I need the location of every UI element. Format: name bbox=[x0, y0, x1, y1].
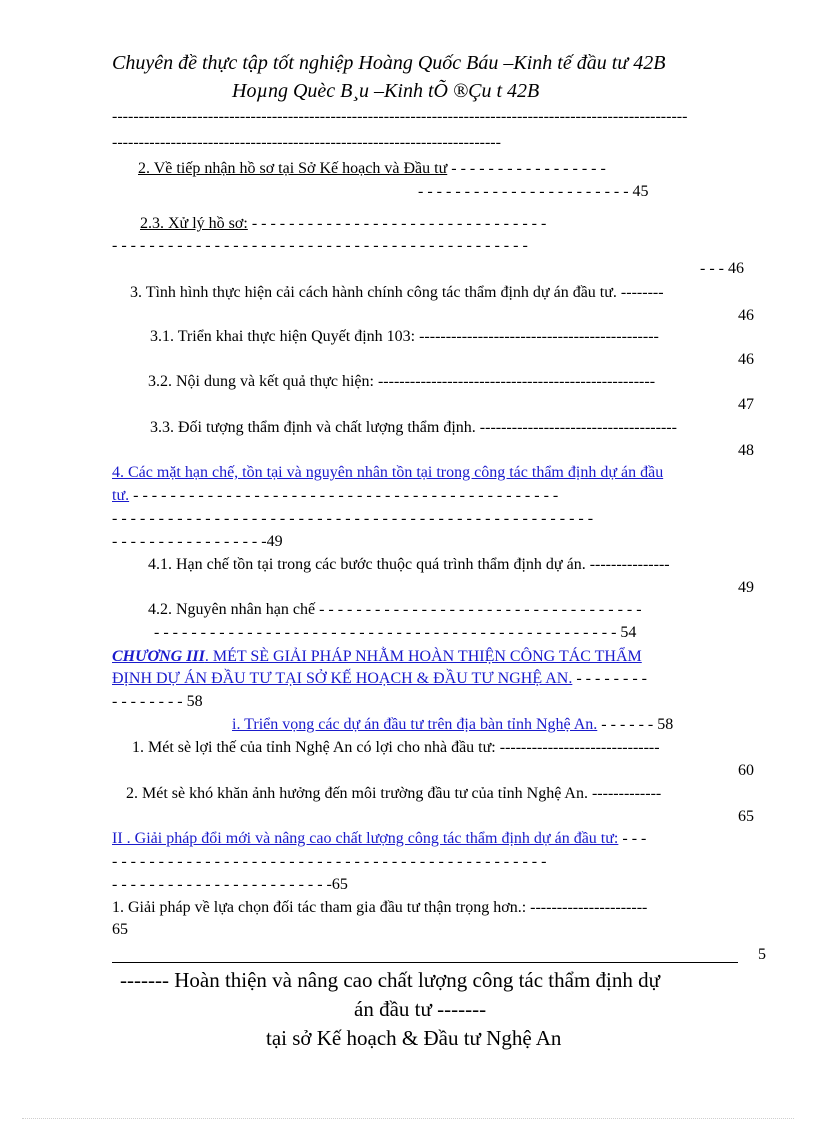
toc-chapter-3-line2[interactable] bbox=[112, 670, 647, 688]
toc-item-4-dots2: - - - - - - - - - - - - - - - - - - - - - - - - - - - - - - - - - - - - - - - - - - - - - - - - - - - - bbox=[112, 510, 594, 527]
toc-chapter-3[interactable] bbox=[112, 648, 642, 666]
toc-item-4-line2[interactable] bbox=[112, 487, 558, 505]
toc-item-II-dots: - - - bbox=[622, 830, 647, 847]
toc-item-4-1[interactable]: 4.1. Hạn chế tồn tại trong các bước thuộc quá trình thẩm định dự án. --------------- bbox=[148, 556, 670, 573]
toc-item-2-difficulties[interactable]: 2. Mét sè khó khăn ảnh hưởng đến môi trường đầu tư của tỉnh Nghệ An. ------------- bbox=[126, 785, 662, 802]
toc-item-4-2-cont: - - - - - - - - - - - - - - - - - - - - - - - - - - - - - - - - - - - - - - - - - - - - - - - - - - 54 bbox=[154, 624, 637, 641]
toc-item-3[interactable]: 3. Tình hình thực hiện cải cách hành chính công tác thẩm định dự án đầu tư. -------- bbox=[130, 284, 664, 301]
toc-item-3-2[interactable]: 3.2. Nội dung và kết quả thực hiện: ---------------------------------------------------- bbox=[148, 373, 656, 390]
toc-item-4-dots1: - - - - - - - - - - - - - - - - - - - - - - - - - - - - - - - - - - - - - - - - - - - - - - bbox=[133, 487, 559, 504]
toc-item-3-3-page: 48 bbox=[738, 442, 754, 459]
toc-item-2-2-dots: - - - - - - - - - - - - - - - - - bbox=[451, 160, 606, 177]
toc-item-2-2-cont: - - - - - - - - - - - - - - - - - - - - - - - 45 bbox=[418, 183, 649, 200]
toc-item-i-title[interactable]: i. Triển vọng các dự án đầu tư trên địa bàn tỉnh Nghệ An. bbox=[232, 716, 598, 733]
toc-chapter-3-title2[interactable]: ĐỊNH DỰ ÁN ĐẦU TƯ TẠI SỞ KẾ HOẠCH & ĐẦU TƯ NGHỆ AN. bbox=[112, 670, 573, 687]
toc-chapter-3-title[interactable]: . MÉT SÈ GIẢI PHÁP NHẰM HOÀN THIỆN CÔNG TÁC THẨM bbox=[204, 648, 642, 665]
footer-line-3: tại sở Kế hoạch & Đầu tư Nghệ An bbox=[266, 1026, 562, 1050]
toc-item-1-advantages-page: 60 bbox=[738, 762, 754, 779]
toc-item-3-1[interactable]: 3.1. Triển khai thực hiện Quyết định 103: --------------------------------------------- bbox=[150, 328, 659, 345]
header-line-1: Chuyên đề thực tập tốt nghiệp Hoàng Quốc Báu –Kinh tế đầu tư 42B bbox=[112, 52, 666, 74]
toc-item-1-advantages[interactable]: 1. Mét sè lợi thế của tỉnh Nghệ An có lợi cho nhà đầu tư: ------------------------------ bbox=[132, 739, 660, 756]
toc-item-2-3[interactable] bbox=[140, 215, 546, 233]
page-bottom-border bbox=[22, 1118, 794, 1119]
toc-item-2-3-dots: - - - - - - - - - - - - - - - - - - - - - - - - - - - - - - - - bbox=[251, 215, 547, 232]
toc-item-4-title2[interactable]: tư. bbox=[112, 487, 130, 504]
toc-item-II-cont1: - - - - - - - - - - - - - - - - - - - - - - - - - - - - - - - - - - - - - - - - - - - - - - - bbox=[112, 853, 547, 870]
toc-item-II-title[interactable]: II . Giải pháp đổi mới và nâng cao chất lượng công tác thẩm định dự án đầu tư: bbox=[112, 830, 619, 847]
toc-item-2-3-title[interactable]: 2.3. Xử lý hồ sơ: bbox=[140, 215, 248, 232]
toc-item-2-2[interactable] bbox=[138, 160, 606, 178]
separator-line-1: ------------------------------------------------------------------------------------------------------------ bbox=[112, 108, 688, 125]
toc-item-4-1-page: 49 bbox=[738, 579, 754, 596]
toc-item-3-page: 46 bbox=[738, 307, 754, 324]
footer-divider bbox=[112, 962, 738, 963]
toc-item-4-2-dots: - - - - - - - - - - - - - - - - - - - - - - - - - - - - - - - - - - - bbox=[319, 601, 642, 618]
toc-chapter-3-dots: - - - - - - - - bbox=[576, 670, 647, 687]
toc-item-4[interactable]: 4. Các mặt hạn chế, tồn tại và nguyên nhân tồn tại trong công tác thẩm định dự án đầu bbox=[112, 464, 664, 481]
toc-item-II-cont2: - - - - - - - - - - - - - - - - - - - - - - - -65 bbox=[112, 876, 348, 893]
toc-item-3-1-page: 46 bbox=[738, 351, 754, 368]
toc-chapter-3-cont2: - - - - - - - - 58 bbox=[112, 693, 203, 710]
toc-item-2-difficulties-page: 65 bbox=[738, 808, 754, 825]
toc-item-2-2-title[interactable]: 2. Về tiếp nhận hồ sơ tại Sở Kế hoạch và Đầu tư bbox=[138, 160, 448, 177]
toc-item-4-2-title[interactable]: 4.2. Nguyên nhân hạn chế bbox=[148, 601, 316, 618]
toc-item-i[interactable] bbox=[232, 716, 673, 734]
toc-item-4-2[interactable] bbox=[148, 601, 642, 619]
toc-item-II[interactable] bbox=[112, 830, 646, 848]
toc-item-i-dots: - - - - - - 58 bbox=[601, 716, 674, 733]
toc-item-3-2-page: 47 bbox=[738, 396, 754, 413]
separator-line-2: ------------------------------------------------------------------------- bbox=[112, 134, 501, 151]
header-line-2: Hoµng Quèc B¸u –Kinh tÕ ®Çu t 42B bbox=[232, 80, 540, 102]
toc-item-1-solution-page: 65 bbox=[112, 921, 128, 938]
toc-item-2-3-cont2: - - - 46 bbox=[700, 260, 744, 277]
toc-item-2-3-cont1: - - - - - - - - - - - - - - - - - - - - - - - - - - - - - - - - - - - - - - - - - - - - - bbox=[112, 237, 528, 254]
toc-item-4-cont2: - - - - - - - - - - - - - - - - -49 bbox=[112, 533, 283, 550]
toc-chapter-3-label[interactable]: CHƯƠNG III bbox=[112, 648, 205, 665]
footer-line-1: ------- Hoàn thiện và nâng cao chất lượng công tác thẩm định dự bbox=[120, 968, 661, 992]
page-number: 5 bbox=[758, 946, 766, 963]
toc-item-3-3[interactable]: 3.3. Đối tượng thẩm định và chất lượng thẩm định. ------------------------------------- bbox=[150, 419, 677, 436]
toc-item-1-solution[interactable]: 1. Giải pháp về lựa chọn đối tác tham gia đầu tư thận trọng hơn.: ---------------------- bbox=[112, 899, 648, 916]
footer-line-2: án đầu tư ------- bbox=[354, 997, 487, 1021]
